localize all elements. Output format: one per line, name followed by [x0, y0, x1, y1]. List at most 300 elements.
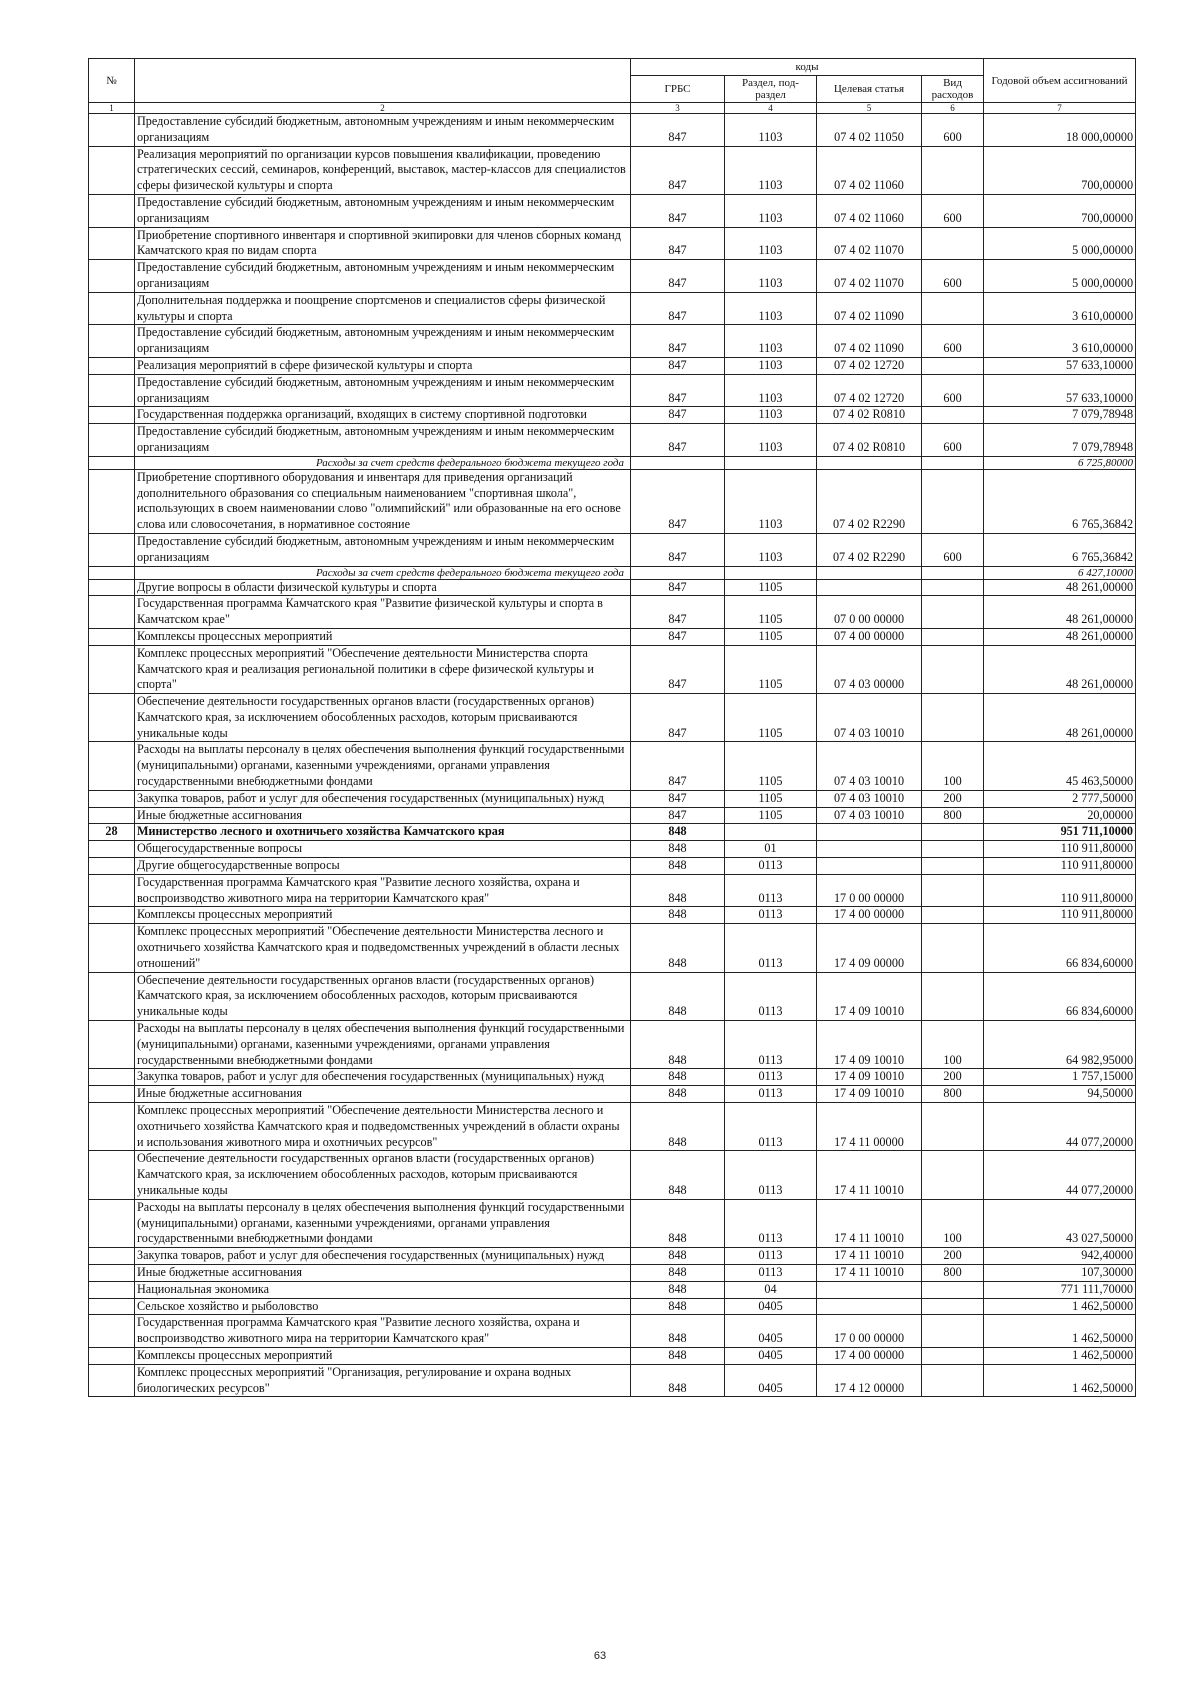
row-name: Государственная программа Камчатского края "Развитие лесного хозяйства, охрана и воспроизводство животного мира на территории Камчатского края": [135, 1315, 631, 1348]
row-target: 07 4 02 R0810: [817, 407, 922, 424]
row-section: 1103: [725, 260, 817, 293]
table-row: [89, 790, 1136, 807]
row-amount: 771 111,70000: [984, 1281, 1136, 1298]
header-target: Целевая статья: [817, 76, 922, 103]
row-number: [89, 533, 135, 566]
row-grbs: 848: [631, 1281, 725, 1298]
row-grbs: 847: [631, 292, 725, 325]
row-name: Дополнительная поддержка и поощрение спортсменов и специалистов сферы физической культуры и спорта: [135, 292, 631, 325]
row-target: 17 4 09 10010: [817, 972, 922, 1020]
idx-1: 1: [89, 103, 135, 114]
row-grbs: 848: [631, 1298, 725, 1315]
row-name: Реализация мероприятий по организации курсов повышения квалификации, проведению стратегических сессий, семинаров, конференций, выставок, мастер-классов для специалистов сферы физической культуры и спорта: [135, 146, 631, 194]
row-name: Расходы за счет средств федерального бюджета текущего года: [135, 566, 631, 579]
row-grbs: 847: [631, 807, 725, 824]
row-section: 0113: [725, 874, 817, 907]
row-section: 1103: [725, 325, 817, 358]
row-amount: 6 725,80000: [984, 456, 1136, 469]
row-number: [89, 579, 135, 596]
row-name: Приобретение спортивного оборудования и инвентаря для приведения организаций дополнительного образования со специальным наименованием "спортивная школа", использующих в своем наименовании слово "олимпийский" или образованные на его основе слова или словосочетания, в нормативное состояние: [135, 469, 631, 533]
row-target: 07 4 02 R2290: [817, 469, 922, 533]
row-grbs: 847: [631, 325, 725, 358]
row-number: [89, 1199, 135, 1247]
row-kind: [922, 1347, 984, 1364]
row-target: 17 4 00 00000: [817, 1347, 922, 1364]
row-target: 17 0 00 00000: [817, 874, 922, 907]
row-target: 07 4 02 11090: [817, 325, 922, 358]
table-row: [89, 292, 1136, 325]
row-number: [89, 194, 135, 227]
row-section: 0113: [725, 1248, 817, 1265]
row-name: Закупка товаров, работ и услуг для обеспечения государственных (муниципальных) нужд: [135, 790, 631, 807]
row-target: 07 4 02 11060: [817, 146, 922, 194]
row-grbs: 847: [631, 533, 725, 566]
row-amount: 1 462,50000: [984, 1315, 1136, 1348]
row-amount: 2 777,50000: [984, 790, 1136, 807]
header-amount: Годовой объем ассигнований: [984, 59, 1136, 103]
row-grbs: 848: [631, 824, 725, 841]
row-amount: 48 261,00000: [984, 694, 1136, 742]
row-section: 1105: [725, 628, 817, 645]
row-amount: 110 911,80000: [984, 841, 1136, 858]
row-section: 0113: [725, 1103, 817, 1151]
row-kind: [922, 469, 984, 533]
row-number: [89, 1021, 135, 1069]
row-grbs: [631, 456, 725, 469]
row-amount: 1 757,15000: [984, 1069, 1136, 1086]
row-number: [89, 292, 135, 325]
row-target: 07 4 02 11070: [817, 260, 922, 293]
row-section: 1103: [725, 227, 817, 260]
row-grbs: 848: [631, 972, 725, 1020]
row-number: [89, 742, 135, 790]
table-row: [89, 824, 1136, 841]
idx-3: 3: [631, 103, 725, 114]
row-grbs: 848: [631, 1021, 725, 1069]
idx-5: 5: [817, 103, 922, 114]
row-number: [89, 1069, 135, 1086]
table-row: [89, 1021, 1136, 1069]
row-kind: [922, 972, 984, 1020]
row-number: [89, 1151, 135, 1199]
row-section: 0113: [725, 858, 817, 875]
row-section: 1103: [725, 533, 817, 566]
row-kind: 800: [922, 1086, 984, 1103]
row-amount: 3 610,00000: [984, 292, 1136, 325]
table-row: [89, 858, 1136, 875]
row-amount: 5 000,00000: [984, 227, 1136, 260]
row-amount: 7 079,78948: [984, 407, 1136, 424]
row-target: 17 0 00 00000: [817, 1315, 922, 1348]
row-number: [89, 596, 135, 629]
row-target: 07 4 02 12720: [817, 357, 922, 374]
row-target: 17 4 11 10010: [817, 1199, 922, 1247]
row-target: [817, 566, 922, 579]
row-section: 1105: [725, 645, 817, 693]
row-amount: 5 000,00000: [984, 260, 1136, 293]
table-row: [89, 972, 1136, 1020]
row-kind: [922, 1364, 984, 1397]
row-grbs: 847: [631, 579, 725, 596]
row-grbs: 847: [631, 742, 725, 790]
row-kind: 600: [922, 533, 984, 566]
row-number: [89, 566, 135, 579]
row-name: Другие вопросы в области физической культуры и спорта: [135, 579, 631, 596]
row-grbs: 847: [631, 374, 725, 407]
row-target: 17 4 09 10010: [817, 1086, 922, 1103]
row-grbs: 847: [631, 790, 725, 807]
table-row: [89, 1264, 1136, 1281]
row-kind: [922, 566, 984, 579]
row-amount: 942,40000: [984, 1248, 1136, 1265]
row-name: Комплекс процессных мероприятий "Организация, регулирование и охрана водных биологических ресурсов": [135, 1364, 631, 1397]
row-target: [817, 824, 922, 841]
row-target: 17 4 09 00000: [817, 924, 922, 972]
row-kind: 200: [922, 1248, 984, 1265]
row-name: Комплекс процессных мероприятий "Обеспечение деятельности Министерства спорта Камчатского края и реализация региональной политики в сфере физической культуры и спорта": [135, 645, 631, 693]
row-kind: 800: [922, 807, 984, 824]
row-section: 01: [725, 841, 817, 858]
table-row: [89, 1151, 1136, 1199]
row-grbs: 847: [631, 645, 725, 693]
row-amount: 1 462,50000: [984, 1347, 1136, 1364]
row-kind: [922, 1103, 984, 1151]
row-number: [89, 1264, 135, 1281]
row-amount: 6 765,36842: [984, 533, 1136, 566]
row-amount: 3 610,00000: [984, 325, 1136, 358]
row-number: [89, 227, 135, 260]
row-target: 17 4 00 00000: [817, 907, 922, 924]
row-name: Государственная программа Камчатского края "Развитие физической культуры и спорта в Камчатском крае": [135, 596, 631, 629]
table-row: [89, 1248, 1136, 1265]
header-section: Раздел, под-раздел: [725, 76, 817, 103]
row-name: Предоставление субсидий бюджетным, автономным учреждениям и иным некоммерческим организациям: [135, 424, 631, 457]
row-amount: 48 261,00000: [984, 579, 1136, 596]
table-row: [89, 114, 1136, 147]
row-section: 1103: [725, 357, 817, 374]
row-number: [89, 807, 135, 824]
row-name: Предоставление субсидий бюджетным, автономным учреждениям и иным некоммерческим организациям: [135, 533, 631, 566]
row-number: [89, 146, 135, 194]
row-kind: [922, 579, 984, 596]
header-num: №: [89, 59, 135, 103]
row-kind: 600: [922, 424, 984, 457]
row-target: 07 0 00 00000: [817, 596, 922, 629]
row-kind: 100: [922, 742, 984, 790]
row-kind: [922, 628, 984, 645]
row-section: [725, 566, 817, 579]
table-row-federal-note: [89, 566, 1136, 579]
row-name: Комплексы процессных мероприятий: [135, 907, 631, 924]
idx-7: 7: [984, 103, 1136, 114]
table-row: [89, 1347, 1136, 1364]
table-header: [89, 59, 1136, 114]
row-section: 1103: [725, 374, 817, 407]
row-grbs: 847: [631, 194, 725, 227]
row-name: Комплекс процессных мероприятий "Обеспечение деятельности Министерства лесного и охотничьего хозяйства Камчатского края и подведомственных учреждений в области лесных отношений": [135, 924, 631, 972]
row-grbs: 848: [631, 1364, 725, 1397]
row-name: Обеспечение деятельности государственных органов власти (государственных органов) Камчатского края, за исключением обособленных расходов, которым присваиваются уникальные коды: [135, 972, 631, 1020]
row-section: 0405: [725, 1298, 817, 1315]
row-amount: 57 633,10000: [984, 374, 1136, 407]
idx-6: 6: [922, 103, 984, 114]
row-target: 07 4 03 10010: [817, 807, 922, 824]
row-number: [89, 456, 135, 469]
row-grbs: 847: [631, 227, 725, 260]
row-target: [817, 858, 922, 875]
row-grbs: 848: [631, 841, 725, 858]
row-number: [89, 469, 135, 533]
row-name: Обеспечение деятельности государственных органов власти (государственных органов) Камчатского края, за исключением обособленных расходов, которым присваиваются уникальные коды: [135, 694, 631, 742]
row-kind: [922, 292, 984, 325]
row-kind: 800: [922, 1264, 984, 1281]
table-row: [89, 227, 1136, 260]
budget-table: [88, 58, 1136, 1397]
row-amount: 44 077,20000: [984, 1151, 1136, 1199]
row-section: 1105: [725, 807, 817, 824]
row-number: [89, 374, 135, 407]
row-amount: 45 463,50000: [984, 742, 1136, 790]
row-number: [89, 1364, 135, 1397]
row-target: 17 4 09 10010: [817, 1021, 922, 1069]
table-row: [89, 1315, 1136, 1348]
row-number: [89, 1086, 135, 1103]
row-name: Иные бюджетные ассигнования: [135, 1086, 631, 1103]
row-grbs: 848: [631, 858, 725, 875]
row-kind: [922, 907, 984, 924]
row-name: Комплексы процессных мероприятий: [135, 628, 631, 645]
row-kind: [922, 456, 984, 469]
row-name: Приобретение спортивного инвентаря и спортивной экипировки для членов сборных команд Камчатского края по видам спорта: [135, 227, 631, 260]
row-kind: [922, 694, 984, 742]
row-number: [89, 628, 135, 645]
row-name: Предоставление субсидий бюджетным, автономным учреждениям и иным некоммерческим организациям: [135, 260, 631, 293]
row-number: [89, 858, 135, 875]
row-name: Государственная программа Камчатского края "Развитие лесного хозяйства, охрана и воспроизводство животного мира на территории Камчатского края": [135, 874, 631, 907]
row-target: 07 4 02 12720: [817, 374, 922, 407]
row-grbs: 847: [631, 114, 725, 147]
row-name: Другие общегосударственные вопросы: [135, 858, 631, 875]
row-amount: 43 027,50000: [984, 1199, 1136, 1247]
row-name: Общегосударственные вопросы: [135, 841, 631, 858]
row-section: 0113: [725, 1069, 817, 1086]
idx-4: 4: [725, 103, 817, 114]
row-target: 17 4 11 10010: [817, 1264, 922, 1281]
row-grbs: 847: [631, 146, 725, 194]
table-row: [89, 1298, 1136, 1315]
row-grbs: 848: [631, 1264, 725, 1281]
table-row: [89, 841, 1136, 858]
row-section: 1103: [725, 292, 817, 325]
header-name: [135, 59, 631, 103]
row-number: [89, 1103, 135, 1151]
header-grbs: ГРБС: [631, 76, 725, 103]
row-amount: 44 077,20000: [984, 1103, 1136, 1151]
row-number: [89, 694, 135, 742]
row-kind: [922, 874, 984, 907]
budget-table-sheet: [88, 58, 1135, 1397]
row-name: Министерство лесного и охотничьего хозяйства Камчатского края: [135, 824, 631, 841]
row-name: Предоставление субсидий бюджетным, автономным учреждениям и иным некоммерческим организациям: [135, 114, 631, 147]
row-amount: 700,00000: [984, 146, 1136, 194]
row-grbs: 847: [631, 694, 725, 742]
table-row: [89, 907, 1136, 924]
row-amount: 110 911,80000: [984, 858, 1136, 875]
row-kind: 200: [922, 790, 984, 807]
row-section: 0113: [725, 1151, 817, 1199]
row-number: [89, 1281, 135, 1298]
row-grbs: 847: [631, 357, 725, 374]
header-index-row: [89, 103, 1136, 114]
table-row: [89, 260, 1136, 293]
row-target: [817, 1298, 922, 1315]
row-target: 07 4 03 10010: [817, 790, 922, 807]
header-codes: коды: [631, 59, 984, 76]
row-grbs: 848: [631, 1315, 725, 1348]
row-name: Закупка товаров, работ и услуг для обеспечения государственных (муниципальных) нужд: [135, 1069, 631, 1086]
row-amount: 110 911,80000: [984, 874, 1136, 907]
row-grbs: 847: [631, 469, 725, 533]
table-row: [89, 628, 1136, 645]
row-amount: 107,30000: [984, 1264, 1136, 1281]
row-kind: [922, 1281, 984, 1298]
row-amount: 64 982,95000: [984, 1021, 1136, 1069]
row-grbs: 848: [631, 1347, 725, 1364]
table-row: [89, 874, 1136, 907]
row-target: 07 4 03 10010: [817, 694, 922, 742]
row-kind: [922, 227, 984, 260]
row-kind: 600: [922, 114, 984, 147]
row-number: [89, 260, 135, 293]
row-amount: 700,00000: [984, 194, 1136, 227]
row-kind: [922, 841, 984, 858]
row-number: [89, 407, 135, 424]
row-kind: 600: [922, 325, 984, 358]
table-row: [89, 357, 1136, 374]
row-number: [89, 790, 135, 807]
table-row: [89, 742, 1136, 790]
row-number: [89, 924, 135, 972]
row-number: [89, 1298, 135, 1315]
row-amount: 94,50000: [984, 1086, 1136, 1103]
row-name: Государственная поддержка организаций, входящих в систему спортивной подготовки: [135, 407, 631, 424]
row-section: 1103: [725, 469, 817, 533]
row-kind: [922, 596, 984, 629]
row-section: 0113: [725, 924, 817, 972]
row-kind: [922, 357, 984, 374]
row-target: 07 4 03 10010: [817, 742, 922, 790]
row-kind: 600: [922, 260, 984, 293]
row-grbs: 848: [631, 1248, 725, 1265]
row-kind: [922, 1151, 984, 1199]
row-name: Расходы за счет средств федерального бюджета текущего года: [135, 456, 631, 469]
row-target: [817, 1281, 922, 1298]
row-name: Комплексы процессных мероприятий: [135, 1347, 631, 1364]
row-amount: 18 000,00000: [984, 114, 1136, 147]
table-row: [89, 807, 1136, 824]
row-section: 1105: [725, 790, 817, 807]
row-section: 1105: [725, 596, 817, 629]
row-name: Расходы на выплаты персоналу в целях обеспечения выполнения функций государственными (муниципальными) органами, казенными учреждениями, органами управления государственными внебюджетными фондами: [135, 742, 631, 790]
table-row: [89, 924, 1136, 972]
row-kind: 200: [922, 1069, 984, 1086]
row-number: [89, 874, 135, 907]
row-section: 0113: [725, 1199, 817, 1247]
row-amount: 951 711,10000: [984, 824, 1136, 841]
row-grbs: 847: [631, 407, 725, 424]
row-section: [725, 456, 817, 469]
row-target: 07 4 02 11060: [817, 194, 922, 227]
table-row-federal-note: [89, 456, 1136, 469]
row-kind: [922, 824, 984, 841]
row-grbs: 848: [631, 1086, 725, 1103]
row-name: Закупка товаров, работ и услуг для обеспечения государственных (муниципальных) нужд: [135, 1248, 631, 1265]
row-amount: 6 427,10000: [984, 566, 1136, 579]
row-amount: 1 462,50000: [984, 1298, 1136, 1315]
row-number: [89, 325, 135, 358]
table-row: [89, 1103, 1136, 1151]
table-row: [89, 533, 1136, 566]
row-grbs: 848: [631, 907, 725, 924]
table-row: [89, 579, 1136, 596]
table-row: [89, 146, 1136, 194]
table-row: [89, 694, 1136, 742]
row-amount: 66 834,60000: [984, 972, 1136, 1020]
row-grbs: 848: [631, 1069, 725, 1086]
row-kind: 600: [922, 194, 984, 227]
row-section: 0113: [725, 1021, 817, 1069]
row-amount: 48 261,00000: [984, 645, 1136, 693]
row-section: 0405: [725, 1315, 817, 1348]
table-row: [89, 469, 1136, 533]
idx-2: 2: [135, 103, 631, 114]
row-amount: 48 261,00000: [984, 628, 1136, 645]
row-target: 17 4 12 00000: [817, 1364, 922, 1397]
row-section: 1103: [725, 146, 817, 194]
row-amount: 57 633,10000: [984, 357, 1136, 374]
table-row: [89, 374, 1136, 407]
row-kind: [922, 1298, 984, 1315]
table-row: [89, 325, 1136, 358]
row-section: 1105: [725, 742, 817, 790]
row-target: 17 4 09 10010: [817, 1069, 922, 1086]
row-name: Обеспечение деятельности государственных органов власти (государственных органов) Камчатского края, за исключением обособленных расходов, которым присваиваются уникальные коды: [135, 1151, 631, 1199]
row-section: 0405: [725, 1364, 817, 1397]
row-kind: [922, 407, 984, 424]
row-amount: 48 261,00000: [984, 596, 1136, 629]
row-section: 1105: [725, 694, 817, 742]
row-name: Предоставление субсидий бюджетным, автономным учреждениям и иным некоммерческим организациям: [135, 374, 631, 407]
header-kind: Вид расходов: [922, 76, 984, 103]
row-target: [817, 456, 922, 469]
row-name: Предоставление субсидий бюджетным, автономным учреждениям и иным некоммерческим организациям: [135, 194, 631, 227]
row-grbs: 848: [631, 1151, 725, 1199]
row-target: 07 4 02 R0810: [817, 424, 922, 457]
row-amount: 6 765,36842: [984, 469, 1136, 533]
row-amount: 110 911,80000: [984, 907, 1136, 924]
row-name: Национальная экономика: [135, 1281, 631, 1298]
row-grbs: 848: [631, 874, 725, 907]
table-row: [89, 424, 1136, 457]
row-target: 07 4 02 11090: [817, 292, 922, 325]
row-section: 1103: [725, 424, 817, 457]
row-section: 0113: [725, 972, 817, 1020]
row-target: 07 4 03 00000: [817, 645, 922, 693]
row-target: [817, 841, 922, 858]
table-row: [89, 1364, 1136, 1397]
row-kind: [922, 1315, 984, 1348]
row-name: Иные бюджетные ассигнования: [135, 1264, 631, 1281]
